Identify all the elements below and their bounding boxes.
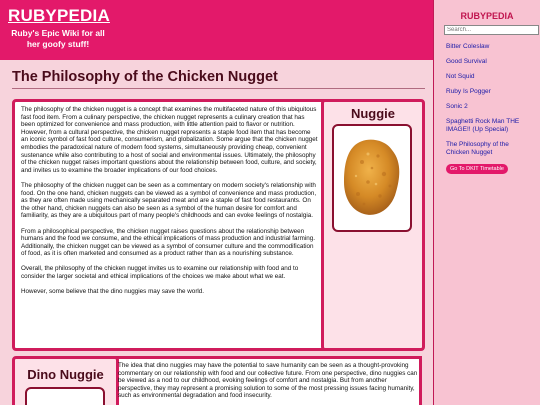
article-paragraph: From a philosophical perspective, the chicken nugget raises questions about the relationship between humans and the food we consume, and the ethical implications of mass production and industrial farming. Additionally, the chicken nugget can be viewed as a symbol of consumer culture and the commodification of food, as it is often marketed and consumed as a product rather than as a nourishing substance. (21, 227, 316, 258)
sidebar-item-spaghetti-rock-man[interactable]: Spaghetti Rock Man THE IMAGE!! (Up Special) (446, 118, 520, 133)
infobox-title: Nuggie (350, 106, 396, 121)
site-logo-link[interactable]: RUBYPEDIA (8, 6, 110, 25)
sidebar-item-good-survival[interactable]: Good Survival (446, 58, 487, 65)
sidebar-item-chicken-nugget[interactable]: The Philosophy of the Chicken Nugget (446, 141, 509, 156)
sidebar (433, 0, 540, 405)
article-paragraph: However, some believe that the dino nuggies may save the world. (21, 288, 205, 296)
search-input[interactable] (444, 25, 539, 35)
chicken-nugget-image (332, 124, 412, 232)
article-paragraph: The philosophy of the chicken nugget can be seen as a commentary on modern society's relationship with food. On the one hand, chicken nuggets can be viewed as a symbol of convenience and mass production, as they are often made using mechanically separated meat and are a staple of fast food restaurants. On the other hand, chicken nuggets can also be seen as a symbol of the human desire for comfort and familiarity, as they are a ubiquitous part of many people's childhoods and can evoke feelings of nostalgia. (21, 181, 317, 220)
article-section (12, 99, 422, 351)
sidebar-nav (434, 43, 540, 157)
dino-infobox-title: Dino Nuggie (27, 367, 104, 382)
page-title: The Philosophy of the Chicken Nugget (12, 69, 278, 85)
sidebar-item-sonic-2[interactable]: Sonic 2 (446, 103, 468, 110)
sidebar-item-not-squid[interactable]: Not Squid (446, 73, 475, 80)
dino-section-body: The idea that dino nuggies may have the potential to save humanity can be seen as a thought-provoking commentary on our relationship with food and our collective future. From one perspective, dino nuggies can be viewed as a nod to our childhood, evoking feelings of comfort and nostalgia. But from another perspective, they may represent a promising solution to some of the most pressing issues facing humanity, such as environmental degradation and food insecurity. (118, 362, 418, 400)
dino-nuggie-infobox (12, 356, 119, 405)
sidebar-item-ruby-is-pogger[interactable]: Ruby Is Pogger (446, 88, 491, 95)
sidebar-title: RUBYPEDIA (460, 11, 514, 21)
site-tagline: Ruby's Epic Wiki for all her goofy stuff! (11, 28, 105, 49)
article-paragraph: Overall, the philosophy of the chicken nugget invites us to examine our relationship with food and to consider the larger societal and ethical implications of the choices we make about what we eat. (21, 265, 299, 281)
timetable-button[interactable]: Go To DKIT Timetable (446, 164, 508, 174)
title-divider (12, 88, 425, 89)
sidebar-item-bitter-coleslaw[interactable]: Bitter Coleslaw (446, 43, 490, 50)
nuggie-infobox (321, 99, 425, 351)
dino-nuggie-image (25, 387, 105, 405)
site-header (0, 0, 433, 60)
article-paragraph: The philosophy of the chicken nugget is a concept that examines the multifaceted nature of this ubiquitous fast food item. From a culinary perspective, the chicken nugget represents a culinary creation that has been optimized for convenience and mass production, with little attention paid to flavor or nutrition. However, from a cultural perspective, the chicken nugget represents a staple food item that has become an iconic symbol of fast food culture, consumerism, and globalization. Some argue that the chicken nugget embodies the paradoxical nature of modern food systems, simultaneously providing cheap, convenient sustenance while also contributing to a host of social and environmental issues. Ultimately, the philosophy of the chicken nugget raises important questions about the relationship between food, culture, and society, and invites us to examine the broader implications of our food choices. (21, 106, 318, 174)
article-body (21, 106, 319, 303)
